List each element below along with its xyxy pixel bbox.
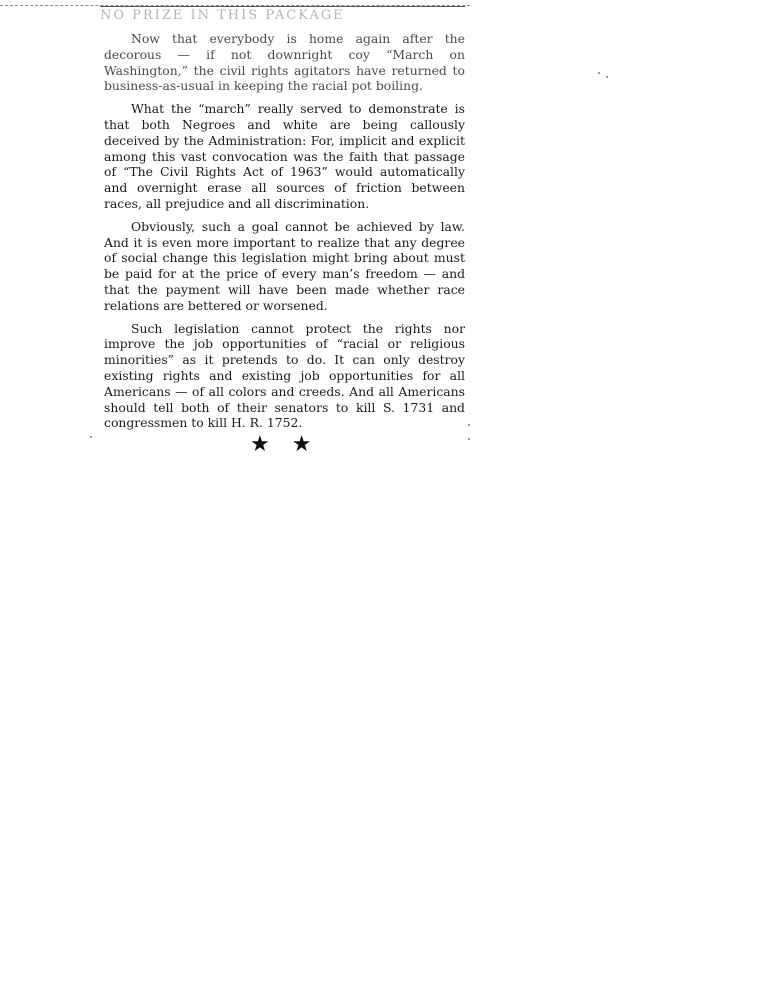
article-column bbox=[104, 31, 465, 438]
article-paragraph-4: Such legislation cannot protect the rights nor improve the job opportunities of “racial or religious minorities” as it pretends to do. It can only destroy existing rights and existing job opportunities for all Americans — of all colors and creeds. And all Americans should tell both of their senators to kill S. 1731 and congressmen to kill H. R. 1752. bbox=[104, 320, 465, 431]
column-header: NO PRIZE IN THIS PACKAGE bbox=[100, 8, 345, 23]
article-paragraph-1: Now that everybody is home again after the decorous — if not downright coy “March on Washington,” the civil rights agitators have returned to business-as-usual in keeping the racial pot boiling. bbox=[104, 31, 465, 94]
article-paragraph-2: What the “march” really served to demonstrate is that both Negroes and white are being callously deceived by the Administration: For, implicit and explicit among this vast convocation was the faith that passage of “The Civil Rights Act of 1963” would automatically and overnight erase all sources of friction between races, all prejudice and all discrimination. bbox=[104, 101, 465, 211]
scan-speck bbox=[606, 76, 608, 78]
scan-speck bbox=[468, 438, 470, 440]
scan-speck bbox=[468, 424, 470, 426]
scan-speck bbox=[90, 436, 92, 438]
scan-speck bbox=[598, 72, 600, 74]
article-paragraph-3: Obviously, such a goal cannot be achieved by law. And it is even more important to realize that any degree of social change this legislation might bring about must be paid for at the price of every man’s freedom — and that the payment will have been made whether race relations are bettered or worsened. bbox=[104, 218, 465, 313]
top-solid-rule bbox=[100, 6, 465, 7]
star-ornament-icon: ★★ bbox=[250, 432, 334, 457]
